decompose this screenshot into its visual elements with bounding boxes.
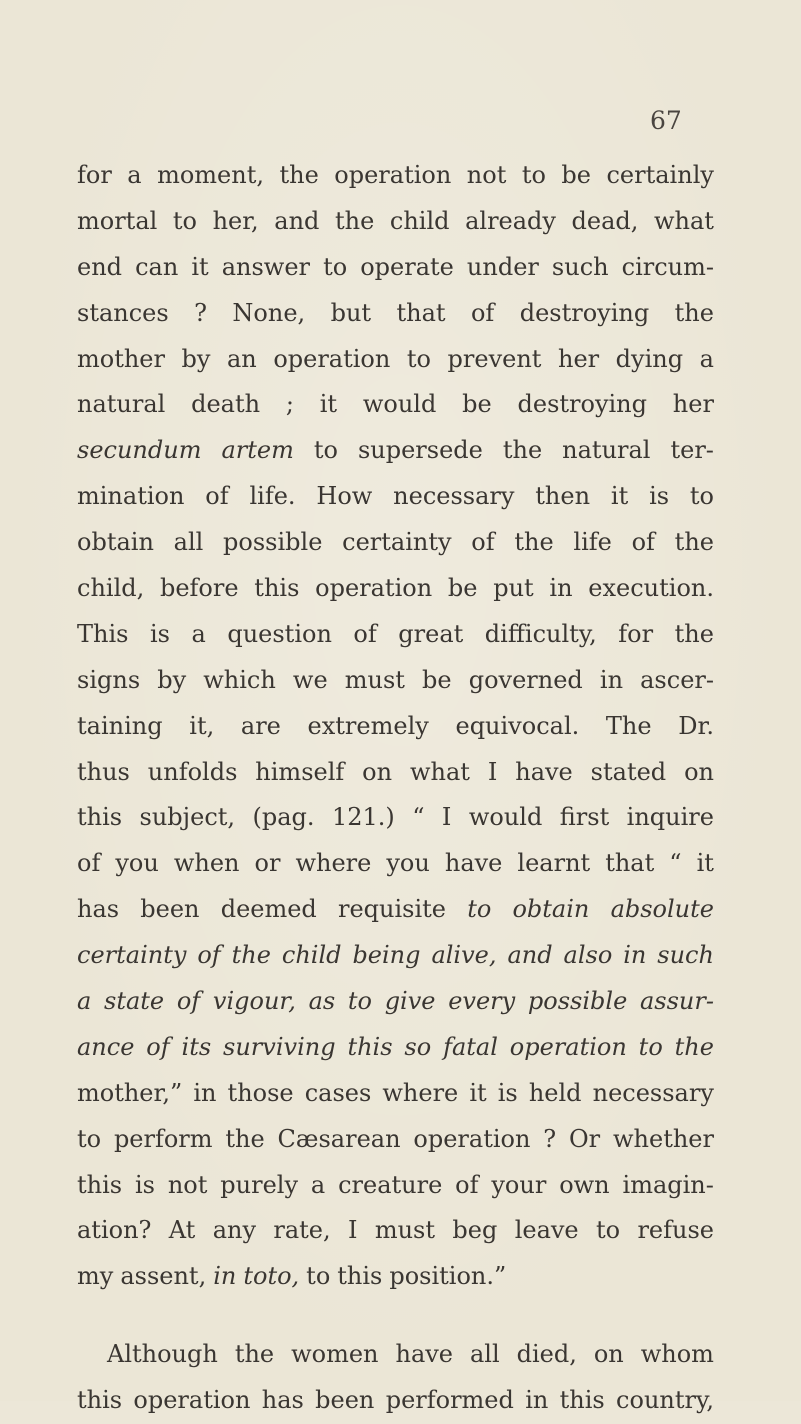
text-line-italic: ance of its surviving this so fatal operation to the (77, 1032, 714, 1061)
text-line: end can it answer to operate under such circum- (77, 252, 714, 281)
text-line: for a moment, the operation not to be certainly (77, 161, 714, 189)
paragraph-1 (77, 153, 714, 1300)
text-line: child, before this operation be put in execution. (77, 574, 714, 603)
page-number: 67 (650, 106, 682, 135)
text-line-indented: Although the women have all died, on whom (107, 1340, 714, 1369)
text-line: stances ? None, but that of destroying the (77, 298, 714, 327)
text-line: mortal to her, and the child already dead, what (77, 206, 714, 235)
text-line-partial-italic: has been deemed requisite to obtain absolute (77, 895, 714, 924)
paragraph-2 (77, 1332, 714, 1424)
text-line-last: my assent, in toto, to this position.” (77, 1262, 507, 1291)
text-line: signs by which we must be governed in ascer- (77, 665, 714, 694)
text-line: this operation has been performed in this country, (77, 1386, 714, 1415)
text-line-partial-italic: secundum artem to supersede the natural ter- (77, 436, 714, 465)
text-line: mother,” in those cases where it is held necessary (77, 1078, 714, 1107)
text-line: this subject, (pag. 121.) “ I would first inquire (77, 803, 714, 832)
text-line: mother by an operation to prevent her dying a (77, 344, 714, 373)
text-line: obtain all possible certainty of the life of the (77, 528, 714, 557)
text-line: of you when or where you have learnt that “ it (77, 849, 714, 878)
text-line: to perform the Cæsarean operation ? Or whether (77, 1124, 714, 1153)
text-line: thus unfolds himself on what I have stated on (77, 757, 714, 786)
text-line: taining it, are extremely equivocal. The Dr. (77, 711, 714, 740)
text-line: ation? At any rate, I must beg leave to refuse (77, 1216, 714, 1245)
paragraph-gap (77, 1300, 714, 1332)
text-line: natural death ; it would be destroying her (77, 390, 714, 419)
text-line-italic: a state of vigour, as to give every possible assur- (77, 987, 714, 1016)
body-text (77, 153, 714, 1424)
text-line: This is a question of great difficulty, for the (77, 619, 714, 648)
text-line: this is not purely a creature of your own imagin- (77, 1170, 714, 1199)
text-line-italic: certainty of the child being alive, and also in such (77, 941, 714, 970)
text-line: mination of life. How necessary then it is to (77, 482, 714, 511)
